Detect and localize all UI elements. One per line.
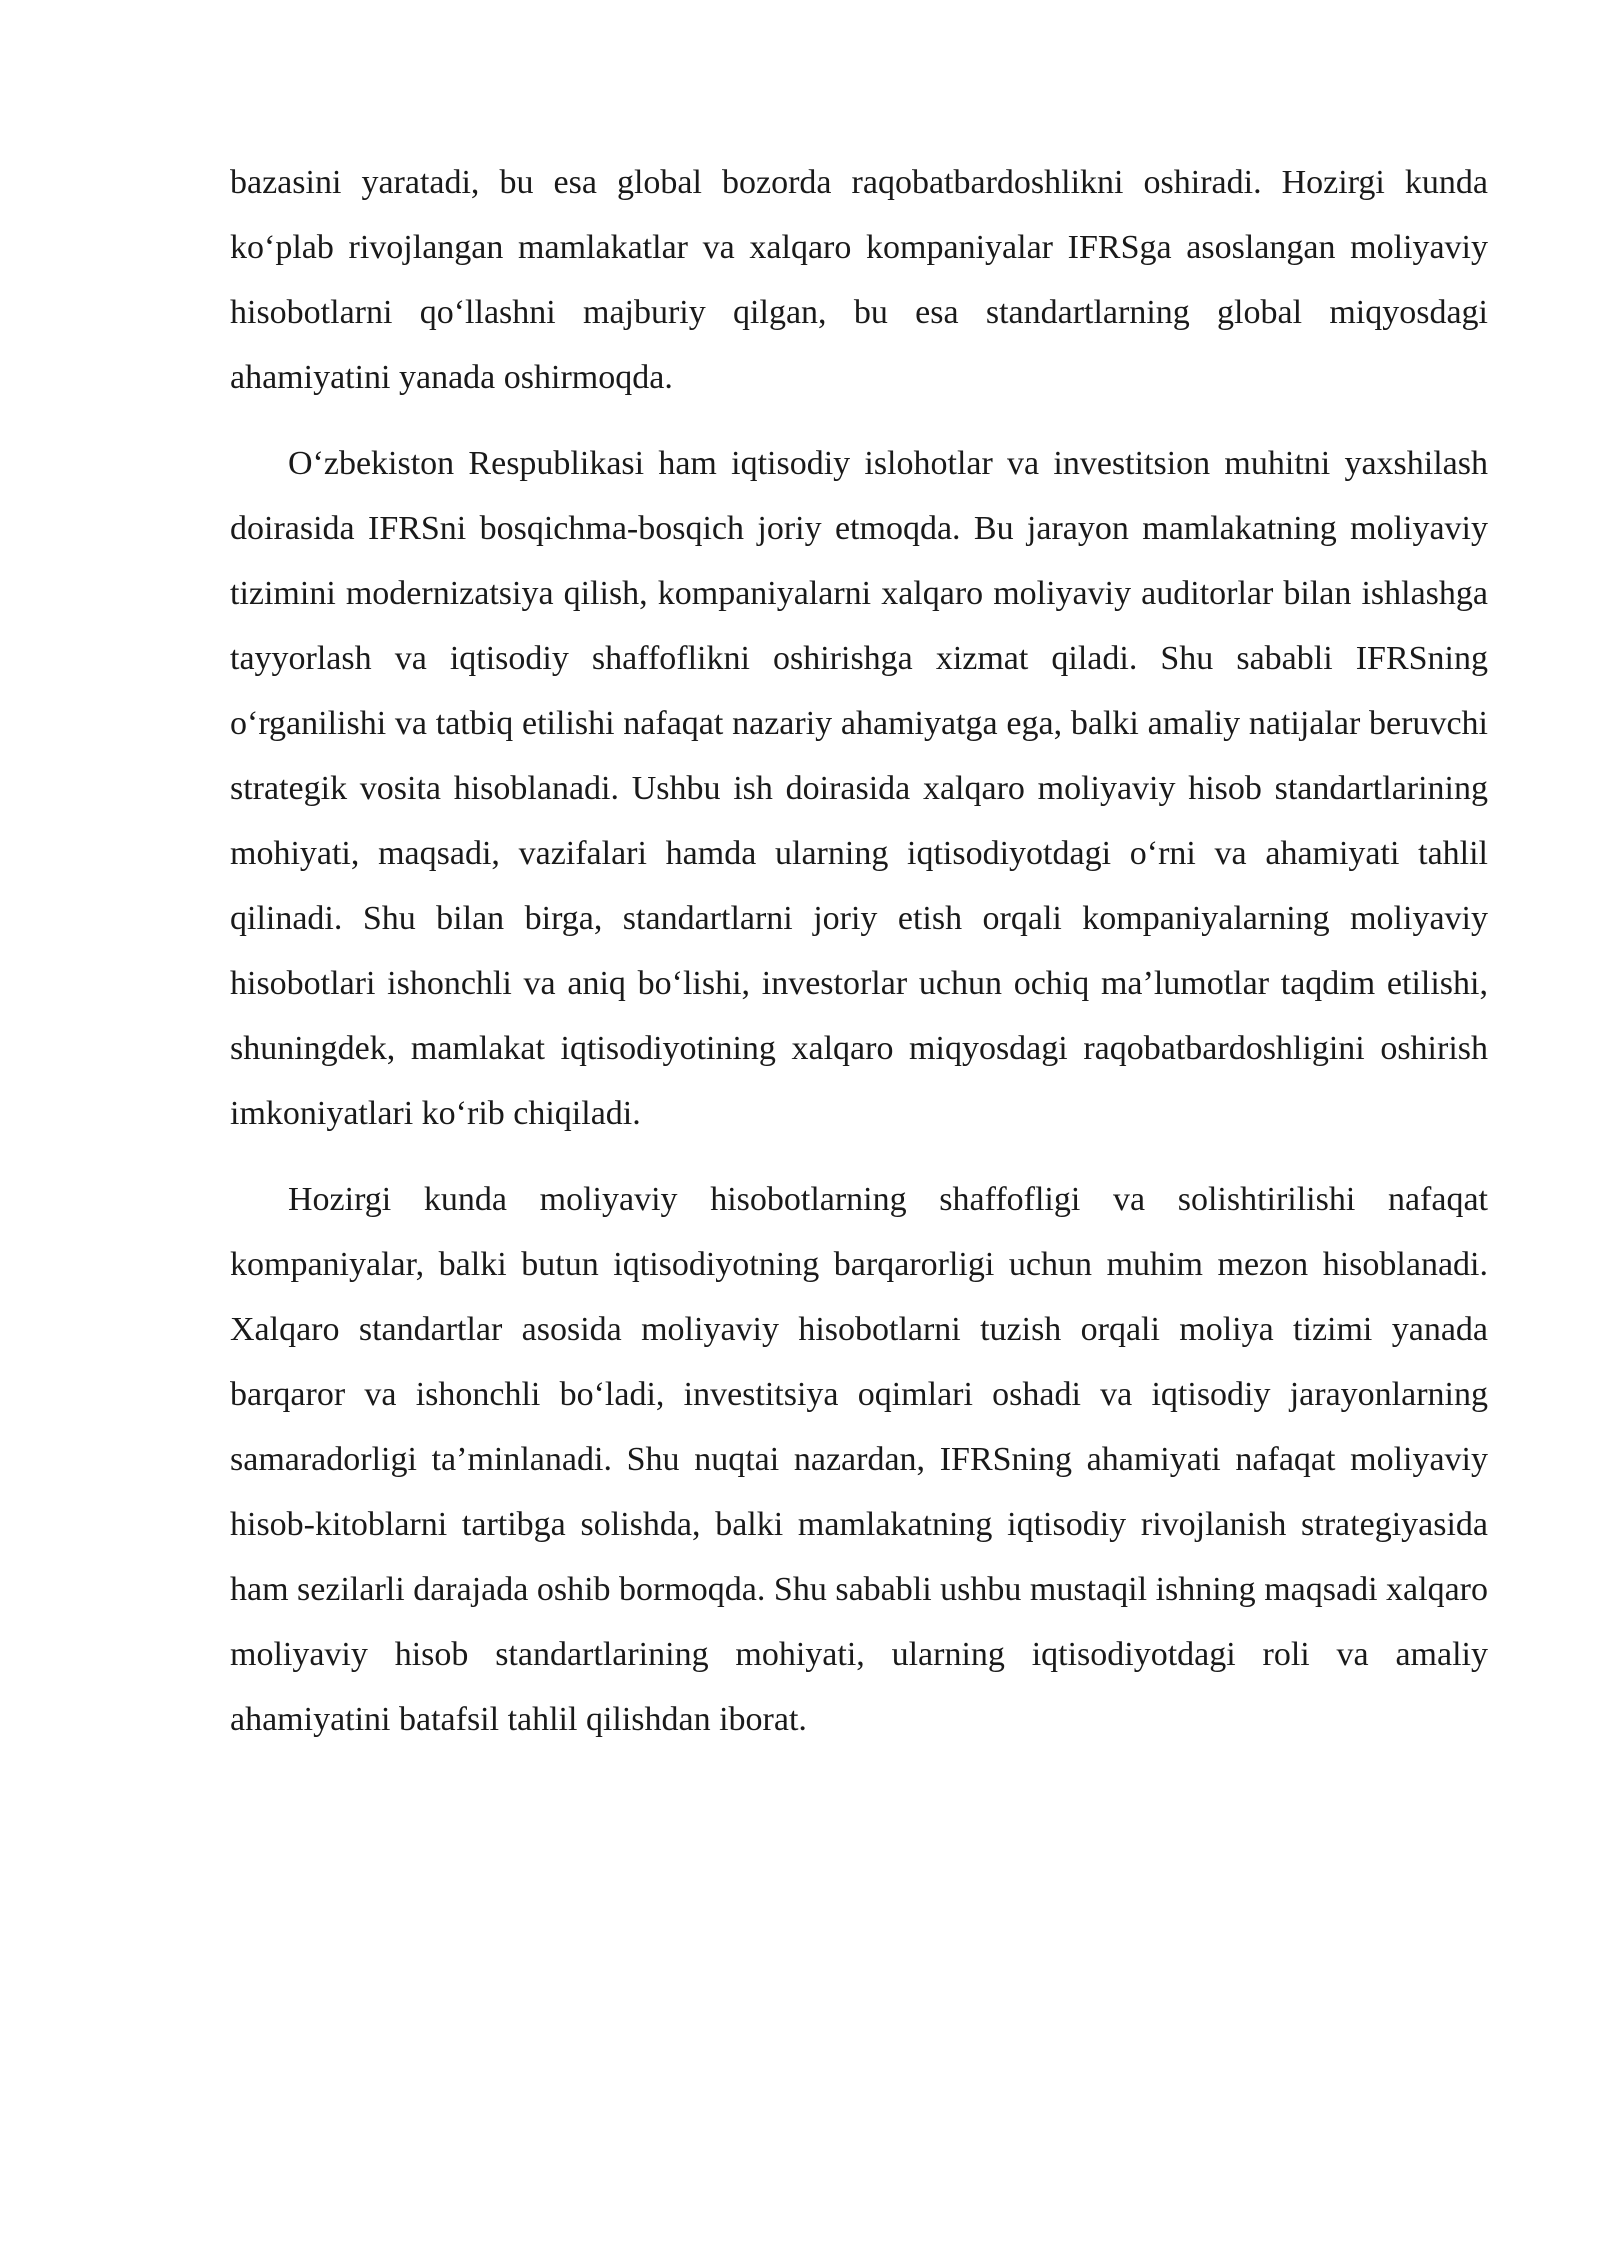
paragraph-continuation: bazasini yaratadi, bu esa global bozorda raqobatbardoshlikni oshiradi. Hozirgi kunda ko‘plab rivojlangan mamlakatlar va xalqaro kompaniyalar IFRSga asoslangan moliyaviy hisobotlarni qo‘llashni majburiy qilgan, bu esa standartlarning global miqyosdagi ahamiyatini yanada oshirmoqda. [230, 164, 1488, 396]
paragraph-uzbekistan-ifrs: O‘zbekiston Respublikasi ham iqtisodiy islohotlar va investitsion muhitni yaxshilash doirasida IFRSni bosqichma-bosqich joriy etmoqda. Bu jarayon mamlakatning moliyaviy tizimini modernizatsiya qilish, kompaniyalarni xalqaro moliyaviy auditorlar bilan ishlashga tayyorlash va iqtisodiy shaffoflikni oshirishga xizmat qiladi. Shu sababli IFRSning o‘rganilishi va tatbiq etilishi nafaqat nazariy ahamiyatga ega, balki amaliy natijalar beruvchi strategik vosita hisoblanadi. Ushbu ish doirasida xalqaro moliyaviy hisob standartlarining mohiyati, maqsadi, vazifalari hamda ularning iqtisodiyotdagi o‘rni va ahamiyati tahlil qilinadi. Shu bilan birga, standartlarni joriy etish orqali kompaniyalarning moliyaviy hisobotlari ishonchli va aniq bo‘lishi, investorlar uchun ochiq ma’lumotlar taqdim etilishi, shuningdek, mamlakat iqtisodiyotining xalqaro miqyosdagi raqobatbardoshligini oshirish imkoniyatlari ko‘rib chiqiladi. [230, 445, 1488, 1132]
paragraph-transparency: Hozirgi kunda moliyaviy hisobotlarning shaffofligi va solishtirilishi nafaqat kompaniyalar, balki butun iqtisodiyotning barqarorligi uchun muhim mezon hisoblanadi. Xalqaro standartlar asosida moliyaviy hisobotlarni tuzish orqali moliya tizimi yanada barqaror va ishonchli bo‘ladi, investitsiya oqimlari oshadi va iqtisodiy jarayonlarning samaradorligi ta’minlanadi. Shu nuqtai nazardan, IFRSning ahamiyati nafaqat moliyaviy hisob-kitoblarni tartibga solishda, balki mamlakatning iqtisodiy rivojlanish strategiyasida ham sezilarli darajada oshib bormoqda. Shu sababli ushbu mustaqil ishning maqsadi xalqaro moliyaviy hisob standartlarining mohiyati, ularning iqtisodiyotdagi roli va amaliy ahamiyatini batafsil tahlil qilishdan iborat. [230, 1181, 1488, 1738]
document-body [230, 150, 1488, 1773]
